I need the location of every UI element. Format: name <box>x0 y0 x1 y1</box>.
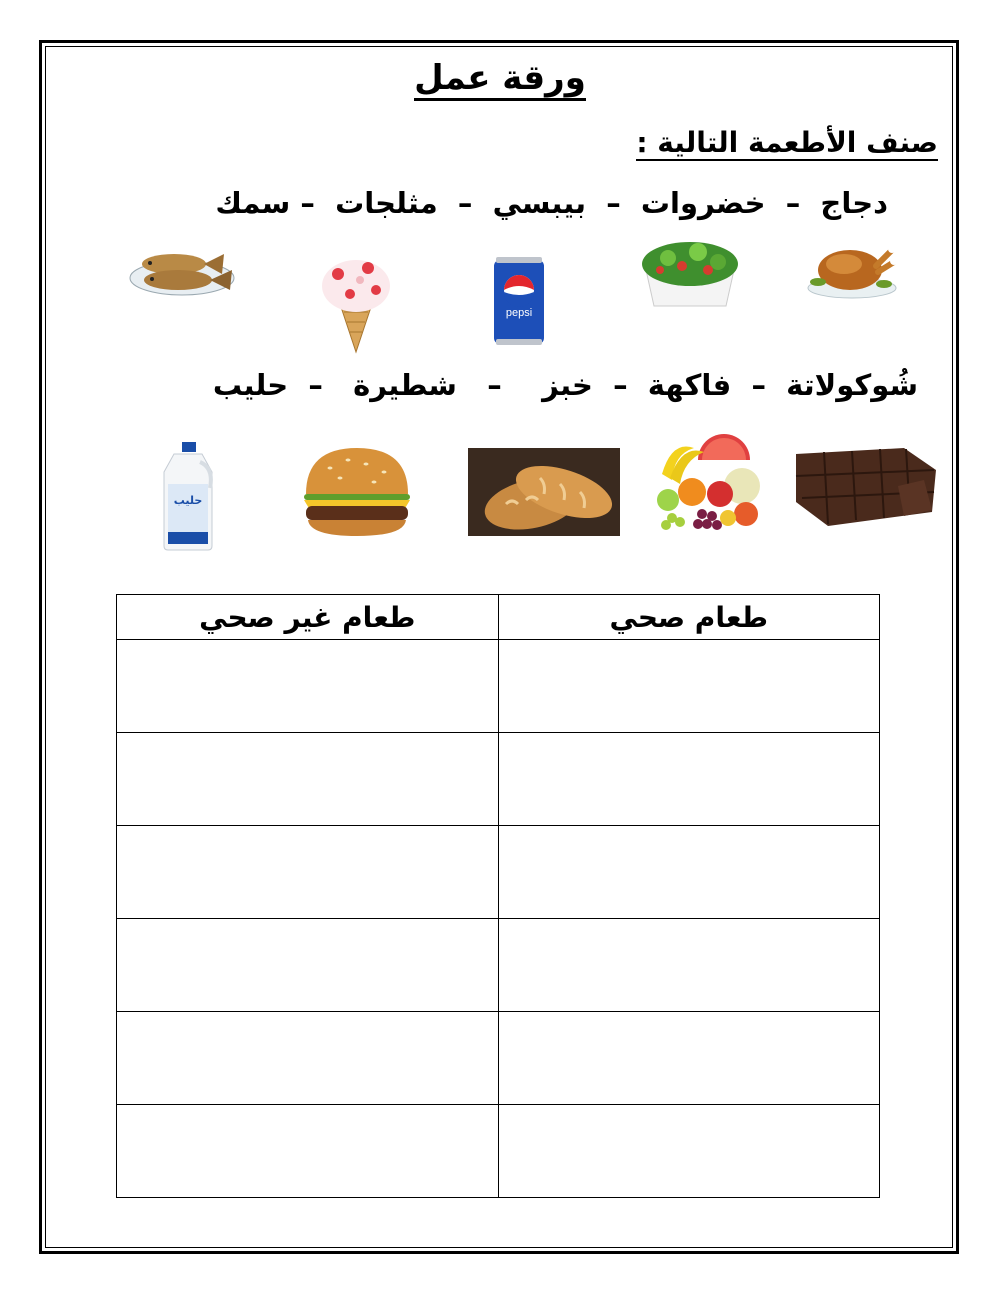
unhealthy-cell[interactable] <box>117 1105 499 1198</box>
word-row-2 <box>213 368 918 402</box>
table-row <box>117 640 880 733</box>
unhealthy-cell[interactable] <box>117 733 499 826</box>
table-row <box>117 826 880 919</box>
word-fish: سمك <box>215 186 291 220</box>
fruits-icon <box>642 430 774 532</box>
separator: – <box>785 186 801 220</box>
svg-text:حليب: حليب <box>173 494 203 507</box>
worksheet-title: ورقة عمل <box>0 58 1000 98</box>
word-milk: حليب <box>212 368 289 402</box>
separator: – <box>751 368 766 402</box>
table-row <box>117 733 880 826</box>
table-row <box>117 1012 880 1105</box>
separator: – <box>613 368 628 402</box>
healthy-cell[interactable] <box>498 1012 880 1105</box>
table-row <box>117 1105 880 1198</box>
bread-icon <box>468 448 620 536</box>
word-vegetables: خضروات <box>640 186 766 220</box>
instruction-text: صنف الأطعمة التالية : <box>636 126 938 159</box>
word-chocolate: شُوكولاتة <box>786 368 918 402</box>
separator: – <box>487 368 502 402</box>
healthy-cell[interactable] <box>498 826 880 919</box>
chicken-icon <box>800 236 898 300</box>
healthy-food-header: طعام صحي <box>498 595 880 640</box>
word-ice-cream: مثلجات <box>335 186 438 220</box>
unhealthy-cell[interactable] <box>117 826 499 919</box>
salad-icon <box>638 234 742 308</box>
word-pepsi: بيبسي <box>492 186 586 220</box>
word-bread: خبز <box>542 368 593 402</box>
word-fruit: فاكهة <box>647 368 732 402</box>
healthy-cell[interactable] <box>498 640 880 733</box>
word-row-1 <box>215 186 888 220</box>
milk-bottle-icon <box>160 440 216 552</box>
table-row <box>117 919 880 1012</box>
chocolate-icon <box>794 446 938 528</box>
table-header-row <box>117 595 880 640</box>
separator: – <box>606 186 621 220</box>
separator: – <box>300 186 315 220</box>
sorting-table <box>116 594 880 1198</box>
unhealthy-cell[interactable] <box>117 640 499 733</box>
ice-cream-icon <box>316 250 396 354</box>
fish-icon <box>128 242 240 298</box>
separator: – <box>308 368 323 402</box>
pepsi-can-icon <box>492 256 546 346</box>
word-sandwich: شطيرة <box>353 368 457 402</box>
healthy-cell[interactable] <box>498 919 880 1012</box>
svg-text:pepsi: pepsi <box>505 307 533 319</box>
unhealthy-food-header: طعام غير صحي <box>117 595 499 640</box>
word-chicken: دجاج <box>820 186 888 220</box>
unhealthy-cell[interactable] <box>117 1012 499 1105</box>
healthy-cell[interactable] <box>498 733 880 826</box>
separator: – <box>457 186 473 220</box>
unhealthy-cell[interactable] <box>117 919 499 1012</box>
burger-icon <box>300 444 414 540</box>
healthy-cell[interactable] <box>498 1105 880 1198</box>
